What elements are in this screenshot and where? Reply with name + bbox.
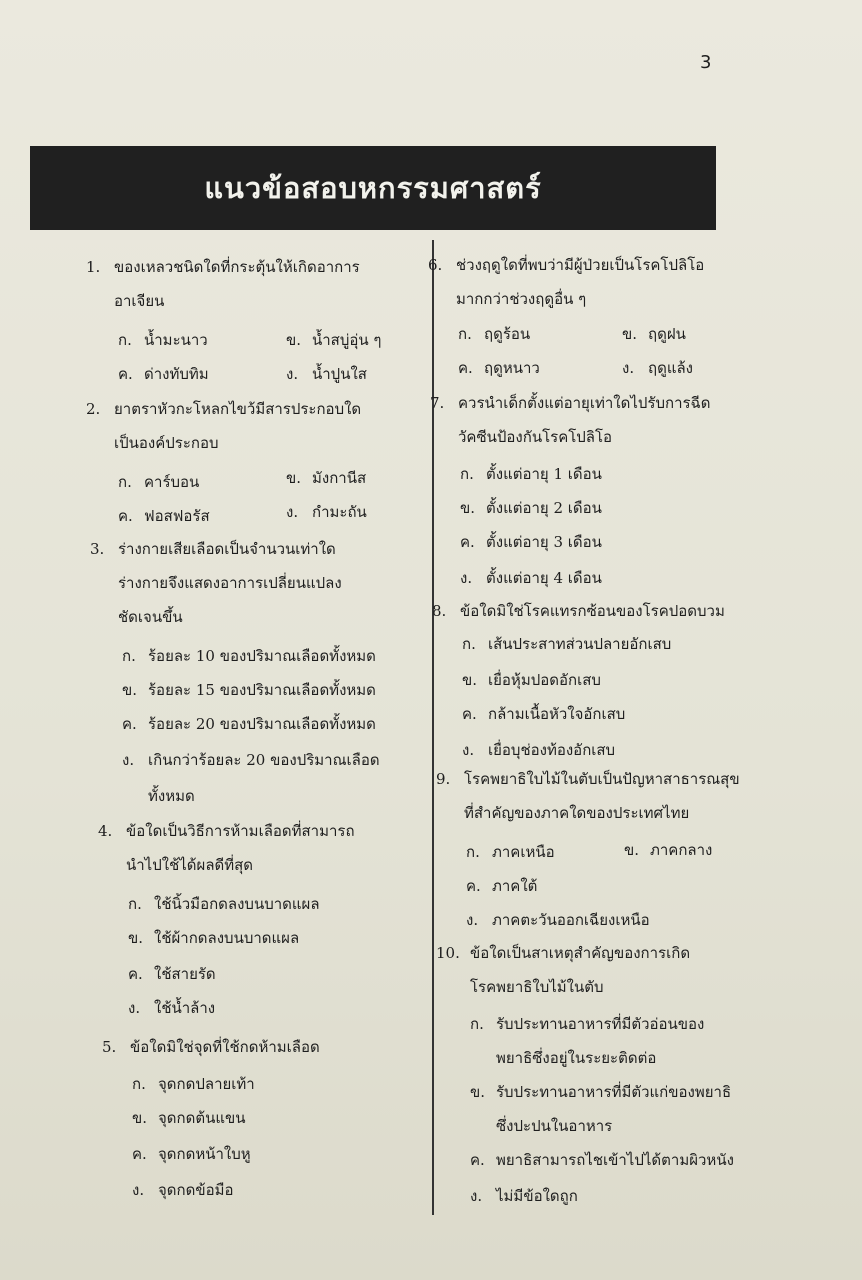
question-3 [90, 532, 342, 634]
option: ง. จุดกดข้อมือ [132, 1181, 234, 1199]
page-number: 3 [700, 52, 712, 73]
option: ข. ใช้ผ้ากดลงบนบาดแผล [128, 929, 300, 947]
question-4 [98, 814, 355, 882]
option: ค. ใช้สายรัด [128, 965, 216, 983]
option: ค. ร้อยละ 20 ของปริมาณเลือดทั้งหมด [122, 715, 376, 733]
question-number: 9. [436, 770, 451, 788]
question-text: ร่างกายเสียเลือดเป็นจำนวนเท่าใด [118, 540, 336, 558]
option: ก. ร้อยละ 10 ของปริมาณเลือดทั้งหมด [122, 647, 376, 665]
option: ข. ฤดูฝน [622, 325, 686, 343]
question-text: ข้อใดมิใช่จุดที่ใช้กดห้ามเลือด [130, 1038, 320, 1056]
question-text: ช่วงฤดูใดที่พบว่ามีผู้ป่วยเป็นโรคโปลิโอ [456, 256, 705, 274]
question-number: 8. [432, 602, 447, 620]
option: ทั้งหมด [148, 787, 195, 805]
question-number: 1. [86, 258, 101, 276]
option: ซึ่งปะปนในอาหาร [496, 1117, 613, 1135]
question-text-cont: นำไปใช้ได้ผลดีที่สุด [126, 856, 254, 874]
question-number: 3. [90, 540, 105, 558]
option: ก. ภาคเหนือ [466, 843, 555, 861]
option: ก. เส้นประสาทส่วนปลายอักเสบ [462, 635, 672, 653]
option: ง. น้ำปูนใส [286, 365, 367, 383]
question-text-cont: ชัดเจนขึ้น [118, 608, 183, 626]
option: ง. กำมะถัน [286, 503, 367, 521]
option: ค. ภาคใต้ [466, 877, 538, 895]
page-title: แนวข้อสอบหกรรมศาสตร์ [204, 171, 542, 205]
option: ก. คาร์บอน [118, 473, 200, 491]
option: ค. ด่างทับทิม [118, 365, 209, 383]
option: ค. พยาธิสามารถไชเข้าไปได้ตามผิวหนัง [470, 1151, 734, 1169]
question-text: ข้อใดเป็นสาเหตุสำคัญของการเกิด [470, 944, 691, 962]
question-text-cont: วัคซีนป้องกันโรคโปลิโอ [458, 428, 613, 446]
option: ง. ฤดูแล้ง [622, 359, 694, 377]
question-number: 2. [86, 400, 101, 418]
question-text-cont: เป็นองค์ประกอบ [114, 434, 219, 452]
option: ค. กล้ามเนื้อหัวใจอักเสบ [462, 705, 626, 723]
question-number: 5. [102, 1038, 117, 1056]
option: ก. ตั้งแต่อายุ 1 เดือน [460, 465, 602, 483]
option: ข. จุดกดต้นแขน [132, 1109, 246, 1127]
option: ค. จุดกดหน้าใบหู [132, 1145, 251, 1163]
question-6 [428, 248, 704, 316]
option: ค. ฟอสฟอรัส [118, 507, 210, 525]
question-1 [86, 250, 360, 318]
option: ค. ฤดูหนาว [458, 359, 540, 377]
option: ก. รับประทานอาหารที่มีตัวอ่อนของ [470, 1015, 705, 1033]
question-text: ข้อใดมิใช่โรคแทรกซ้อนของโรคปอดบวม [460, 602, 725, 620]
option: ง. ใช้น้ำล้าง [128, 999, 216, 1017]
question-8 [432, 594, 725, 628]
question-text-cont: มากกว่าช่วงฤดูอื่น ๆ [456, 290, 587, 308]
option: ก. ใช้นิ้วมือกดลงบนบาดแผล [128, 895, 320, 913]
question-text: ข้อใดเป็นวิธีการห้ามเลือดที่สามารถ [126, 822, 355, 840]
option: ก. จุดกดปลายเท้า [132, 1075, 255, 1093]
option: ง. เยื่อบุช่องท้องอักเสบ [462, 741, 616, 759]
option: ข. น้ำสบู่อุ่น ๆ [286, 331, 382, 349]
question-9 [436, 762, 740, 830]
option: ข. ตั้งแต่อายุ 2 เดือน [460, 499, 602, 517]
option: ง. ไม่มีข้อใดถูก [470, 1187, 578, 1205]
question-text-cont: ร่างกายจึงแสดงอาการเปลี่ยนแปลง [118, 574, 342, 592]
question-number: 6. [428, 256, 443, 274]
option: ข. รับประทานอาหารที่มีตัวแก่ของพยาธิ [470, 1083, 732, 1101]
question-7 [430, 386, 711, 454]
question-2 [86, 392, 361, 460]
title-banner [30, 146, 716, 230]
question-text: ควรนำเด็กตั้งแต่อายุเท่าใดไปรับการฉีด [458, 394, 711, 412]
option: ข. ภาคกลาง [624, 841, 713, 859]
question-number: 7. [430, 394, 445, 412]
option: ข. เยื่อหุ้มปอดอักเสบ [462, 671, 601, 689]
option: ง. ตั้งแต่อายุ 4 เดือน [460, 569, 602, 587]
option: ง. เกินกว่าร้อยละ 20 ของปริมาณเลือด [122, 751, 380, 769]
option: ก. น้ำมะนาว [118, 331, 208, 349]
option: ข. ร้อยละ 15 ของปริมาณเลือดทั้งหมด [122, 681, 376, 699]
question-text-cont: อาเจียน [114, 292, 165, 310]
question-text: โรคพยาธิใบไม้ในตับเป็นปัญหาสาธารณสุข [464, 770, 740, 788]
option: ก. ฤดูร้อน [458, 325, 531, 343]
question-text-cont: ที่สำคัญของภาคใดของประเทศไทย [464, 804, 690, 822]
option: ข. มังกานีส [286, 469, 367, 487]
question-10 [436, 936, 690, 1004]
option: พยาธิซึ่งอยู่ในระยะติดต่อ [496, 1049, 657, 1067]
question-text: ยาตราหัวกะโหลกไขว้มีสารประกอบใด [114, 400, 362, 418]
question-text: ของเหลวชนิดใดที่กระตุ้นให้เกิดอาการ [114, 258, 360, 276]
question-number: 4. [98, 822, 113, 840]
question-5 [102, 1030, 320, 1064]
question-number: 10. [436, 944, 460, 962]
question-text-cont: โรคพยาธิใบไม้ในตับ [470, 978, 604, 996]
option: ง. ภาคตะวันออกเฉียงเหนือ [466, 911, 650, 929]
option: ค. ตั้งแต่อายุ 3 เดือน [460, 533, 602, 551]
